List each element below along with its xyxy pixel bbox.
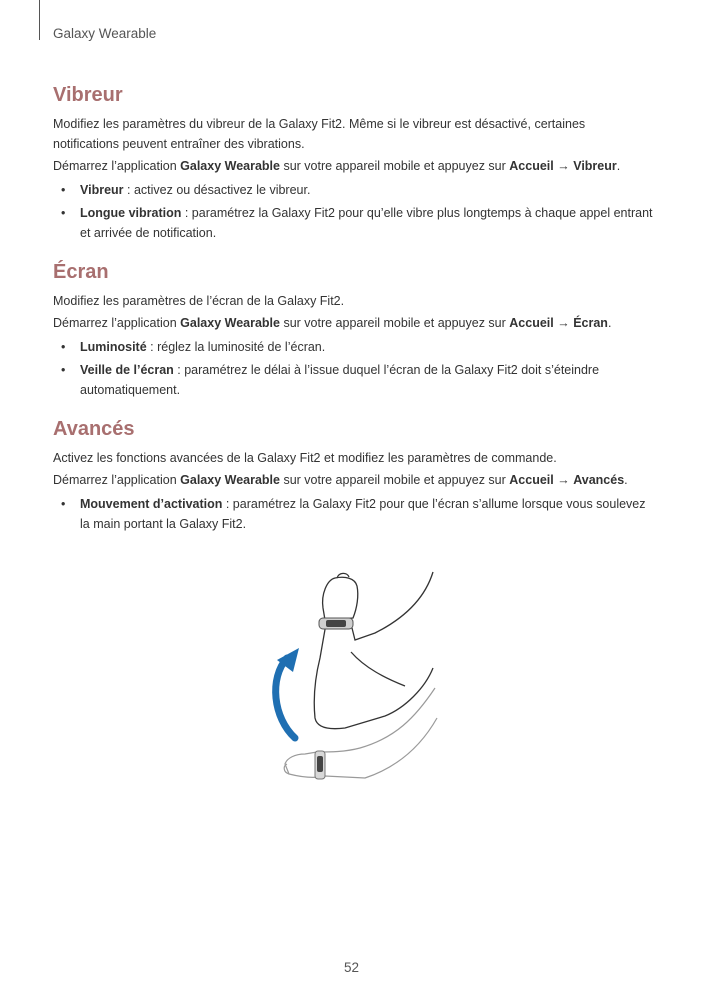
bullet-list xyxy=(53,337,653,400)
list-item: • Vibreur : activez ou désactivez le vibreur. xyxy=(61,183,311,197)
section-heading: Vibreur xyxy=(53,84,123,106)
section-vibreur xyxy=(53,80,653,243)
lower-band-icon xyxy=(315,751,325,779)
page-number: 52 xyxy=(343,960,360,975)
section-heading: Écran xyxy=(53,261,109,283)
list-item: • Mouvement d’activation : paramétrez la Galaxy Fit2 pour que l’écran s’allume lorsque vous soulevez la main portant la Galaxy Fit2. xyxy=(61,497,646,531)
list-item: • Veille de l’écran : paramétrez le délai à l’issue duquel l’écran de la Galaxy Fit2 doit s’éteindre automatiquement. xyxy=(61,363,600,397)
raised-arm xyxy=(314,572,433,729)
list-item: • Longue vibration : paramétrez la Galaxy Fit2 pour qu’elle vibre plus longtemps à chaque appel entrant et arrivée de notification. xyxy=(61,206,653,240)
wrist-raise-illustration xyxy=(265,568,445,793)
lowered-arm xyxy=(284,688,437,778)
section-intro: Modifiez les paramètres du vibreur de la Galaxy Fit2. Même si le vibreur est désactivé, certaines notifications peuvent entraîner des vibrations. xyxy=(53,117,586,151)
header-divider xyxy=(39,0,40,40)
section-heading: Avancés xyxy=(53,418,135,440)
section-intro: Activez les fonctions avancées de la Galaxy Fit2 et modifiez les paramètres de commande. xyxy=(53,451,557,465)
main-content xyxy=(53,80,653,548)
section-avances xyxy=(53,414,653,534)
start-instruction: Démarrez l’application Galaxy Wearable sur votre appareil mobile et appuyez sur Accueil → Écran. xyxy=(53,316,612,330)
section-ecran xyxy=(53,257,653,400)
header-title: Galaxy Wearable xyxy=(53,26,157,41)
section-intro: Modifiez les paramètres de l’écran de la Galaxy Fit2. xyxy=(53,294,345,308)
list-item: • Luminosité : réglez la luminosité de l’écran. xyxy=(61,340,326,354)
bullet-list xyxy=(53,180,653,243)
start-instruction: Démarrez l’application Galaxy Wearable sur votre appareil mobile et appuyez sur Accueil → Avancés. xyxy=(53,473,628,487)
upper-band-icon xyxy=(319,618,353,629)
upward-arrow-icon xyxy=(276,648,299,738)
start-instruction: Démarrez l’application Galaxy Wearable sur votre appareil mobile et appuyez sur Accueil → Vibreur. xyxy=(53,159,621,173)
bullet-list xyxy=(53,494,653,534)
